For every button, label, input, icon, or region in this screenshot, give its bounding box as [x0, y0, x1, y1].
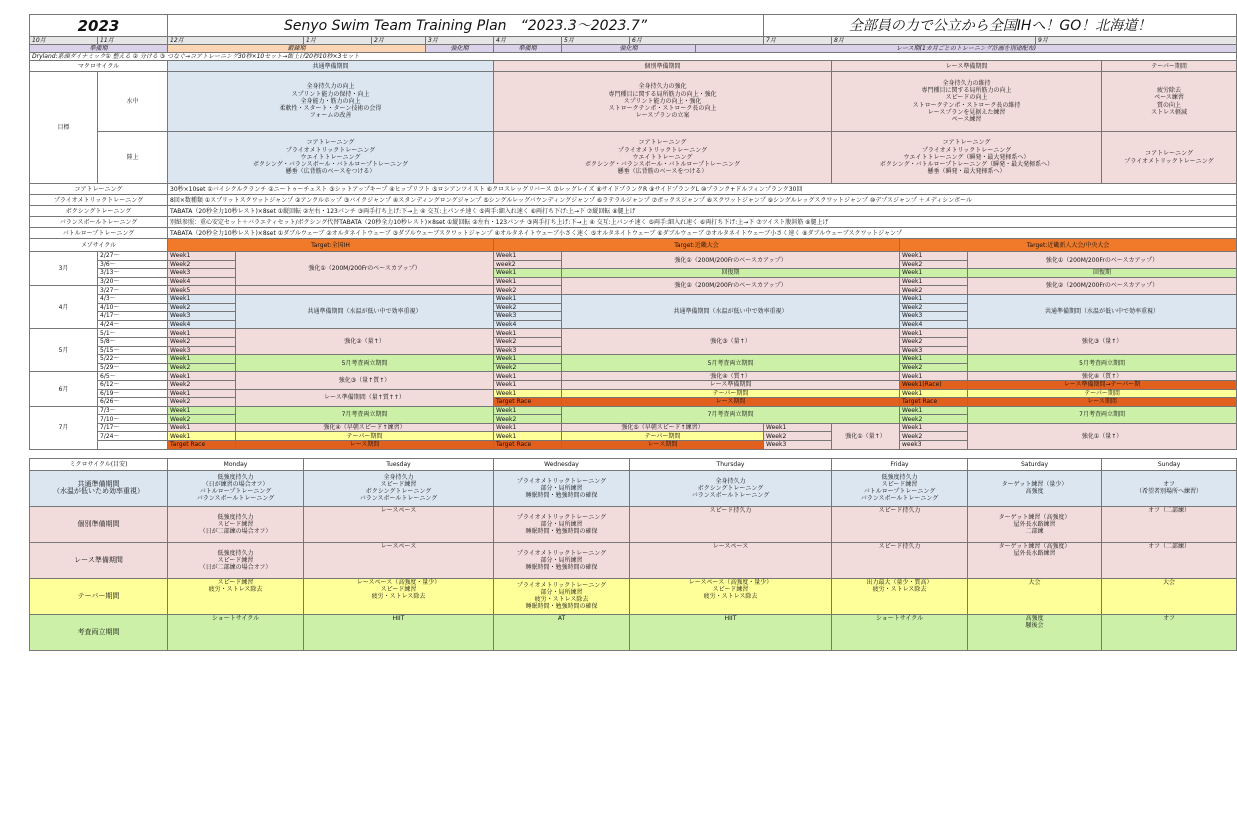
micro-cell: HIIT	[304, 614, 494, 650]
day-tuesday: Tuesday	[304, 458, 494, 470]
training-rope-name: バトルロープトレーニング	[30, 228, 168, 239]
kinki-week: Week1	[494, 355, 562, 364]
micro-cell: オフ （希望者別場所へ練習）	[1102, 470, 1237, 506]
meso-month-jul: 7月	[30, 406, 98, 449]
period-training: 鍛錬期	[168, 45, 426, 53]
kinki-phase-s2: 強化②（200M/200Frのベースカアップ）	[562, 277, 900, 294]
kinki-week: Week3	[494, 346, 562, 355]
micro-cell: 全身持久力 ボクシングトレーニング バランスボールトレーニング	[630, 470, 832, 506]
month-may: 5月	[562, 37, 630, 45]
micro-cell: ターゲット練習（量少） 高強度	[968, 470, 1102, 506]
ih-week: Week1	[168, 329, 236, 338]
micro-cell: AT	[494, 614, 630, 650]
ih-phase-s1: 強化①（200M/200Frのベースカアップ）	[236, 252, 494, 286]
training-plyo-desc: 8回×数種類 ①スプリットスクワットジャンプ ②アンクルホップ ③バイクジャンプ ④スタンディングロングジャンプ ⑤シングルレッグバウンディングジャンプ ⑥ラテラルジャンプ ⑦ボックスジャンプ ⑧スクワットジャンプ ⑨シングルレッグスクワットジャンプ ⑩デプスジャンプ ＋メディシンボール	[168, 195, 1237, 206]
week-date: 6/5～	[98, 372, 168, 381]
kinki-phase-race: レース期間	[562, 398, 900, 407]
shinjin-week: Week1	[900, 372, 968, 381]
kinki-week: Week1	[494, 423, 562, 432]
kinki-phase-race-prep: レース準備期間	[562, 380, 900, 389]
month-mar: 3月	[426, 37, 494, 45]
week-date: 7/10～	[98, 415, 168, 424]
shinjin-week: Week3	[900, 312, 968, 321]
micro-row-name: 個別準備期間	[30, 506, 168, 542]
kinki-week: Target Race	[494, 398, 562, 407]
water-goal-common: 全身持久力の向上 スプリント能力の保持・向上 全身能力・筋力の向上 柔軟性・スタート・ターン技術の会得 フォームの改善	[168, 72, 494, 132]
ih-week: Week2	[168, 398, 236, 407]
macro-col-race: レース準備期間	[832, 61, 1102, 72]
shinjin-phase-exam: 5月考査両立期間	[968, 355, 1237, 372]
micro-cell: 全身持久力 スピード練習 ボクシングトレーニング バランスボールトレーニング	[304, 470, 494, 506]
ih-phase-s3qq: 強化③（量↑質↑）	[236, 372, 494, 389]
kinki-week-b: Week3	[764, 441, 832, 450]
period-strength-2: 強化期	[562, 45, 696, 53]
meso-month-jun: 6月	[30, 372, 98, 406]
week-date: 5/8～	[98, 337, 168, 346]
shinjin-phase-s3q: 強化③（量↑）	[968, 329, 1237, 355]
micro-row-name: 共通準備期間 （水温が低いため効率重視）	[30, 470, 168, 506]
shinjin-week: Week1	[900, 329, 968, 338]
shinjin-phase-common: 共通準備期間（水温が低い中で効率重視）	[968, 294, 1237, 328]
kinki-phase-common: 共通準備期間（水温が低い中で効率重視）	[562, 294, 900, 328]
shinjin-week: Week1	[900, 406, 968, 415]
micro-cell: HIIT	[630, 614, 832, 650]
land-label: 陸上	[98, 132, 168, 184]
micro-cell: レースペース	[304, 542, 494, 578]
goal-label: 目標	[30, 72, 98, 184]
training-boxing-name: ボクシングトレーニング	[30, 206, 168, 217]
micro-cell: プライオメトリックトレーニング 部分・局所練習 疲労・ストレス除去 睡眠時間・勉強時間の確保	[494, 578, 630, 614]
ih-week: Week1	[168, 355, 236, 364]
week-date: 7/24～	[98, 432, 168, 441]
shinjin-week: Week3	[900, 346, 968, 355]
ih-week: Week2	[168, 415, 236, 424]
shinjin-week: Week4	[900, 320, 968, 329]
kinki-week: Week2	[494, 286, 562, 295]
ih-week: Week3	[168, 312, 236, 321]
ih-phase-s2q: 強化②（量↑）	[236, 329, 494, 355]
micro-cell: プライオメトリックトレーニング 部分・局所練習 睡眠時間・勉強時間の確保	[494, 506, 630, 542]
shinjin-week: Week1	[900, 423, 968, 432]
shinjin-week: Week2	[900, 303, 968, 312]
ih-week: Target Race	[168, 441, 236, 450]
micro-row-name: テーパー期間	[30, 578, 168, 614]
meso-label: メゾサイクル	[30, 239, 168, 252]
micro-cell: 大会	[1102, 578, 1237, 614]
ih-week: Week1	[168, 372, 236, 381]
period-row	[30, 45, 1237, 53]
shinjin-week: Week2	[900, 260, 968, 269]
ih-week: Week1	[168, 294, 236, 303]
week-date: 5/15～	[98, 346, 168, 355]
micro-cell: ターゲット練習（高強度） 屋外長水路練習	[968, 542, 1102, 578]
shinjin-phase-exam7: 7月考査両立期間	[968, 406, 1237, 423]
micro-cell: スピード持久力	[630, 506, 832, 542]
shinjin-phase-prep-taper: レース準備期間→テーパー期	[968, 380, 1237, 389]
shinjin-week: Week2	[900, 363, 968, 372]
week-date: 4/17～	[98, 312, 168, 321]
kinki-week: Week2	[494, 303, 562, 312]
week-date: 6/19～	[98, 389, 168, 398]
micro-cell: 高強度 騒後会	[968, 614, 1102, 650]
ih-week: Week4	[168, 277, 236, 286]
shinjin-phase-s4q: 強化④（質↑）	[968, 372, 1237, 381]
kinki-week: Week2	[494, 415, 562, 424]
macro-col-individual: 個別準備期間	[494, 61, 832, 72]
shinjin-week: Week2	[900, 286, 968, 295]
kinki-week: Week2	[494, 363, 562, 372]
kinki-week: Week1	[494, 432, 562, 441]
dryland-note: Dryland:系頭ダイナミック① 整える ② 分ける ③ つなぐ→コアトレーニング30秒×10セット→飯上げ20秒10秒×3セット	[30, 53, 1237, 61]
period-prep-1: 準備期	[30, 45, 168, 53]
ih-phase-race-prep: レース準備期間（量↑質↑↑）	[236, 389, 494, 406]
kinki-week: Week1	[494, 372, 562, 381]
shinjin-week: Week1	[900, 269, 968, 278]
kinki-phase-s1: 強化①（200M/200Frのベースカアップ）	[562, 252, 900, 269]
week-date: 6/12～	[98, 380, 168, 389]
shinjin-week: Week1	[900, 355, 968, 364]
ih-phase-blank	[236, 286, 494, 295]
shinjin-week: Week1	[900, 277, 968, 286]
week-date	[98, 441, 168, 450]
micro-cell: レースペース（高強度・量少） スピード練習 疲労・ストレス除去	[304, 578, 494, 614]
shinjin-week: Week2	[900, 415, 968, 424]
micro-cell: 低強度持久力 （日が練習の場合オフ） バトルロープトレーニング バランスボールトレーニング	[168, 470, 304, 506]
shinjin-phase-s2: 強化②（200M/200Frのベースカアップ）	[968, 277, 1237, 294]
training-plan-sheet	[29, 14, 1214, 651]
kinki-week: Week3	[494, 312, 562, 321]
micro-cell: レースペース（高強度・量少） スピード練習 疲労・ストレス除去	[630, 578, 832, 614]
month-nov: 11月	[98, 37, 168, 45]
shinjin-phase-s1q: 強化①（量↑）	[968, 423, 1237, 449]
day-wednesday: Wednesday	[494, 458, 630, 470]
week-date: 5/1～	[98, 329, 168, 338]
kinki-week: Week1	[494, 406, 562, 415]
week-date: 5/22～	[98, 355, 168, 364]
kinki-week: week2	[494, 260, 562, 269]
micro-cell: スピード持久力	[832, 506, 968, 542]
week-date: 7/17～	[98, 423, 168, 432]
water-label: 水中	[98, 72, 168, 132]
meso-month-may: 5月	[30, 329, 98, 372]
day-friday: Friday	[832, 458, 968, 470]
kinki-phase-s5sp: 強化⑤（早朝スピード↑練習）	[562, 423, 764, 432]
month-aug: 8月	[832, 37, 1036, 45]
month-feb: 2月	[372, 37, 426, 45]
month-jul: 7月	[764, 37, 832, 45]
land-goal-common: コアトレーニング プライオメトリックトレーニング ウエイトトレーニング ボクシング・バランスボール・バトルロープトレーニング 懸垂（広背筋のベースをつける）	[168, 132, 494, 184]
kinki-week: Week1	[494, 269, 562, 278]
meso-month-mar: 3月	[30, 252, 98, 286]
shinjin-week: Target Race	[900, 398, 968, 407]
week-date: 6/26～	[98, 398, 168, 407]
water-goal-taper: 疲労除去 ペース練習 質の向上 ストレス軽減	[1102, 72, 1237, 132]
kinki-phase-exam7: 7月考査両立期間	[562, 406, 900, 423]
ih-phase-exam: 5月考査両立期間	[236, 355, 494, 372]
shinjin-week: Week1	[900, 252, 968, 261]
micro-label: ミクロサイクル(目安)	[30, 458, 168, 470]
shinjin-week: Week1	[900, 294, 968, 303]
micro-cell: レースペース	[304, 506, 494, 542]
ih-phase-taper: テーパー期間	[236, 432, 494, 441]
ih-week: Week2	[168, 380, 236, 389]
macro-col-common: 共通準備期間	[168, 61, 494, 72]
ih-week: Week1	[168, 406, 236, 415]
ih-week: Week2	[168, 337, 236, 346]
kinki-week: Target Race	[494, 441, 562, 450]
month-sep: 9月	[1036, 37, 1237, 45]
week-date: 4/24～	[98, 320, 168, 329]
kinki-phase-s4q: 強化④（質↑）	[562, 372, 900, 381]
kinki-week: Week2	[494, 337, 562, 346]
micro-cell: スピード持久力	[832, 542, 968, 578]
kinki-phase-taper-b: テーパー期間	[562, 432, 764, 441]
meso-target-kinki: Target:近畿大会	[494, 239, 900, 252]
month-apr: 4月	[494, 37, 562, 45]
kinki-phase-s1q: 強化①（量↑）	[832, 423, 900, 449]
kinki-phase-taper: テーパー期間	[562, 389, 900, 398]
training-core-desc: 30秒×10set ①バイシクルクランチ ②ニートゥーチェスト ③シットアップキープ ④ヒップリフト ⑤ロシアンツイスト ⑥クロスレッグリバース ⑦レッグレイズ ⑧サイドプランクR ⑨サイドプランクL ⑩プランク+ドルフィンプランク30回	[168, 184, 1237, 195]
shinjin-phase-race: レース期間	[968, 398, 1237, 407]
shinjin-week: Week1(Race)	[900, 380, 968, 389]
micro-cell: ショートサイクル	[168, 614, 304, 650]
shinjin-phase-s1: 強化①（200M/200Frのベースカアップ）	[968, 252, 1237, 269]
training-balance-desc: 別紙参照：重心安定セット＋バラエティセット/ボクシング代替TABATA（20秒全力10秒レスト)×8set ①縦回転 ②左右・123パンチ ③両手打ち上げ:下→上 ④ 交互:上パンチ速く ⑤両手:細入れ速く ⑥両打ち下げ:上→下 ⑦ツイスト腹斜筋 ⑧腿上げ	[168, 217, 1237, 228]
macro-label: マクロサイクル	[30, 61, 168, 72]
micro-cell: ショートサイクル	[832, 614, 968, 650]
shinjin-phase-taper: テーパー期間	[968, 389, 1237, 398]
ih-week: Week1	[168, 432, 236, 441]
micro-cell: オフ（二部練）	[1102, 542, 1237, 578]
kinki-week: Week1	[494, 294, 562, 303]
micro-cell: 低強度持久力 スピード練習 （日が二部練の場合オフ）	[168, 542, 304, 578]
ih-week: Week4	[168, 320, 236, 329]
shinjin-phase-recovery: 回復期	[968, 269, 1237, 278]
day-thursday: Thursday	[630, 458, 832, 470]
micro-cell: 低強度持久力 スピード練習 バトルロープトレーニング バランスボールトレーニング	[832, 470, 968, 506]
ih-phase-common: 共通準備期間（水温が低い中で効率重視）	[236, 294, 494, 328]
micro-cell: 大会	[968, 578, 1102, 614]
ih-week: Week1	[168, 423, 236, 432]
plan-title: Senyo Swim Team Training Plan “2023.3～2023.7”	[168, 15, 764, 37]
ih-week: Week2	[168, 303, 236, 312]
kinki-phase-recovery: 回復期	[562, 269, 900, 278]
micro-cell: ターゲット練習（高強度） 屋外長水路練習 二部練	[968, 506, 1102, 542]
meso-target-ih: Target:全国IH	[168, 239, 494, 252]
kinki-week: Week4	[494, 320, 562, 329]
water-goal-race: 全身持久力の維持 専門種目に関する局所筋力の向上 スピードの向上 ストロークテンポ・ストローク長の維持 レースプランを見据えた練習 ペース練習	[832, 72, 1102, 132]
week-date: 5/29～	[98, 363, 168, 372]
shinjin-week: Week2	[900, 337, 968, 346]
plan-table	[29, 14, 1237, 651]
week-date: 4/10～	[98, 303, 168, 312]
ih-week: Week3	[168, 269, 236, 278]
ih-week: Week2	[168, 363, 236, 372]
month-jan: 1月	[304, 37, 372, 45]
micro-cell: プライオメトリックトレーニング 部分・局所練習 睡眠時間・勉強時間の確保	[494, 470, 630, 506]
team-slogan: 全部員の力で公立から全国IHへ！GO！北海道！	[764, 15, 1237, 37]
kinki-week: Week1	[494, 389, 562, 398]
land-goal-race: コアトレーニング プライオメトリックトレーニング ウエイトトレーニング（瞬発・最大発揮系へ） ボクシング・バトルロープトレーニング（瞬発・最大発揮系へ） 懸垂（瞬発・最大発揮系へ）	[832, 132, 1102, 184]
day-monday: Monday	[168, 458, 304, 470]
kinki-phase-exam: 5月考査両立期間	[562, 355, 900, 372]
week-date: 2/27～	[98, 252, 168, 261]
micro-cell: スピード練習 疲労・ストレス除去	[168, 578, 304, 614]
period-prep-2: 準備期	[494, 45, 562, 53]
micro-cell: オフ（二部練）	[1102, 506, 1237, 542]
day-sunday: Sunday	[1102, 458, 1237, 470]
shinjin-week: Week1	[900, 389, 968, 398]
kinki-phase-s3q: 強化③（量↑）	[562, 329, 900, 355]
kinki-week-b: Week2	[764, 432, 832, 441]
ih-week: Week1	[168, 389, 236, 398]
land-goal-taper: コアトレーニング プライオメトリックトレーニング	[1102, 132, 1237, 184]
land-goal-individual: コアトレーニング プライオメトリックトレーニング ウエイトトレーニング ボクシング・バランスボール・バトルロープトレーニング 懸垂（広背筋のベースをつける）	[494, 132, 832, 184]
ih-phase-race: レース期間	[236, 441, 494, 450]
shinjin-week: Week2	[900, 432, 968, 441]
micro-row-name: レース準備期間	[30, 542, 168, 578]
micro-cell: レースペース	[630, 542, 832, 578]
month-jun: 6月	[630, 37, 764, 45]
kinki-week: Week1	[494, 380, 562, 389]
shinjin-week: week3	[900, 441, 968, 450]
training-boxing-desc: TABATA（20秒全力10秒レスト)×8set ①縦回転 ②左右・123パンチ ③両手打ち上げ:下→上 ④ 交互:上パンチ速く ⑤両手:細入れ速く ⑥両打ち下げ:上→下 ⑦縦回転 ⑧腿上げ	[168, 206, 1237, 217]
training-rope-desc: TABATA（20秒全力10秒レスト)×8set ①ダブルウェーブ ②オルタネイトウェーブ ③ダブルウェーブスクワットジャンプ ④オルタネイトウェーブ小さく速く ⑤オルタネイトウェーブ ⑥ダブルウェーブ ⑦オルタネイトウェーブ小さく速く ⑧ダブルウェーブスクワットジャンプ	[168, 228, 1237, 239]
week-date: 7/3～	[98, 406, 168, 415]
training-core-name: コアトレーニング	[30, 184, 168, 195]
week-date: 3/27～	[98, 286, 168, 295]
kinki-week: Week1	[494, 277, 562, 286]
plan-year: 2023	[30, 15, 168, 37]
micro-cell: 低強度持久力 スピード練習 （日が二部練の場合オフ）	[168, 506, 304, 542]
meso-month-apr: 4月	[30, 286, 98, 329]
macro-col-taper: テーパー期間	[1102, 61, 1237, 72]
week-date: 3/20～	[98, 277, 168, 286]
micro-cell: プライオメトリックトレーニング 部分・局所練習 睡眠時間・勉強時間の確保	[494, 542, 630, 578]
period-strength-1: 強化期	[426, 45, 494, 53]
ih-week: Week3	[168, 346, 236, 355]
micro-cell: オフ	[1102, 614, 1237, 650]
ih-phase-exam7: 7月考査両立期間	[236, 406, 494, 423]
ih-week: Week2	[168, 260, 236, 269]
ih-phase-s4sp: 強化④（早朝スピード↑練習）	[236, 423, 494, 432]
month-dec: 12月	[168, 37, 304, 45]
period-race: レース期(1カ月ごとのトレーニング計画を別途配布)	[696, 45, 1237, 53]
week-date: 3/6～	[98, 260, 168, 269]
micro-row-name: 考査両立期間	[30, 614, 168, 650]
week-date: 3/13～	[98, 269, 168, 278]
kinki-week-b: Week1	[764, 423, 832, 432]
day-saturday: Saturday	[968, 458, 1102, 470]
training-balance-name: バランスボールトレーニング	[30, 217, 168, 228]
month-oct: 10月	[30, 37, 98, 45]
ih-week: Week1	[168, 252, 236, 261]
training-plyo-name: プライオメトリックトレーニング	[30, 195, 168, 206]
water-goal-individual: 全身持久力の強化 専門種目に関する局所筋力の向上・強化 スプリント能力の向上・強化 ストロークテンポ・ストローク長の向上 レースプランの立案	[494, 72, 832, 132]
meso-target-shinjin: Target:近畿新人大会/中央大会	[900, 239, 1237, 252]
kinki-phase-race-b: レース期間	[562, 441, 764, 450]
ih-week: Week5	[168, 286, 236, 295]
kinki-week: Week1	[494, 252, 562, 261]
month-row	[30, 37, 1237, 45]
week-date: 4/3～	[98, 294, 168, 303]
micro-cell: 出力最大（量少・質高） 疲労・ストレス除去	[832, 578, 968, 614]
kinki-week: Week1	[494, 329, 562, 338]
